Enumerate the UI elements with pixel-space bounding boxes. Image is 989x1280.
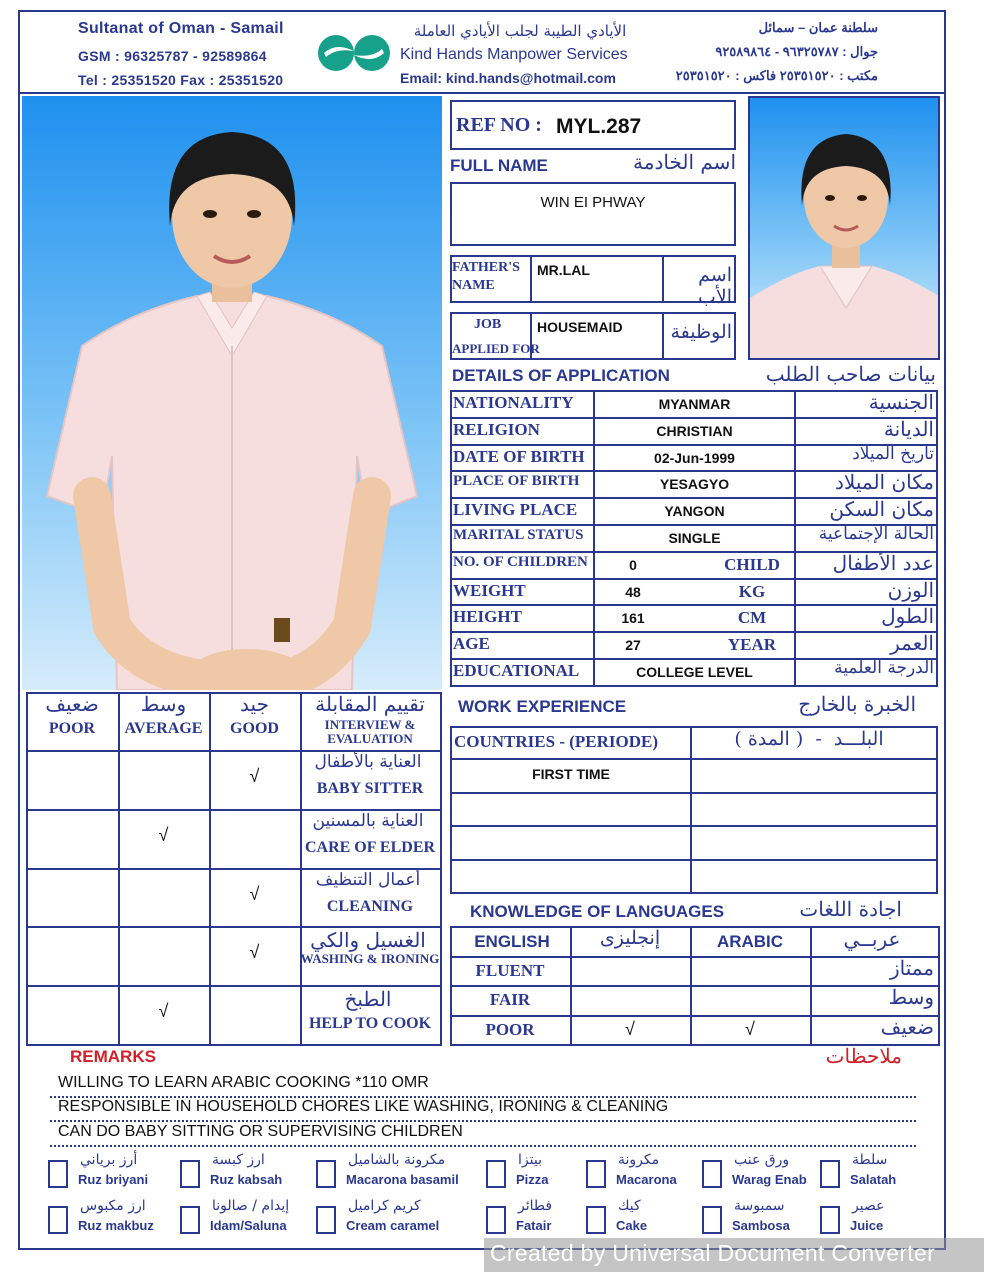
languages-title-ar: اجادة اللغات bbox=[799, 897, 902, 921]
lang-english-label: ENGLISH bbox=[474, 932, 550, 951]
lang-level-en: FAIR bbox=[489, 990, 531, 1009]
food-checkbox[interactable] bbox=[702, 1160, 722, 1188]
food-name-ar: سمبوسة bbox=[734, 1198, 785, 1214]
remark-divider bbox=[50, 1120, 916, 1122]
lang-cell bbox=[570, 956, 692, 988]
details-label-ar: العمر bbox=[890, 631, 934, 656]
eval-cell bbox=[26, 985, 120, 1046]
details-title: DETAILS OF APPLICATION bbox=[452, 366, 670, 385]
passport-photo bbox=[748, 96, 940, 360]
food-checkbox[interactable] bbox=[180, 1206, 200, 1234]
details-label: RELIGION bbox=[453, 419, 540, 439]
work-country-cell bbox=[450, 859, 692, 895]
eval-header-en: AVERAGE bbox=[124, 720, 203, 737]
food-name-en: Salatah bbox=[850, 1172, 897, 1187]
details-label-ar: الحالة الإجتماعية bbox=[818, 524, 934, 544]
eval-skill-en: CLEANING bbox=[326, 897, 414, 915]
eval-skill-ar: أعمال التنظيف bbox=[315, 869, 421, 890]
food-name-ar: كيك bbox=[618, 1198, 641, 1214]
remark-divider bbox=[50, 1145, 916, 1147]
food-name-ar: فطائر bbox=[518, 1198, 553, 1214]
food-name-en: Cake bbox=[616, 1218, 648, 1233]
eval-cell bbox=[118, 868, 211, 929]
details-table bbox=[450, 390, 938, 690]
details-label-ar: الوزن bbox=[887, 577, 934, 602]
work-table bbox=[450, 726, 938, 894]
ref-value: MYL.287 bbox=[556, 115, 642, 138]
work-entry: FIRST TIME bbox=[532, 766, 610, 782]
details-value: SINGLE bbox=[668, 530, 721, 546]
food-checkbox[interactable] bbox=[486, 1160, 506, 1188]
full-name-label-ar: اسم الخادمة bbox=[633, 150, 736, 174]
details-label: MARITAL STATUS bbox=[453, 527, 584, 543]
evaluation-table bbox=[26, 692, 440, 1044]
work-period-cell bbox=[690, 758, 938, 794]
lang-english-label-ar: إنجليزى bbox=[599, 927, 661, 949]
lang-level-ar: وسط bbox=[888, 985, 934, 1009]
full-name-value: WIN EI PHWAY bbox=[540, 194, 646, 211]
eval-check-mark: √ bbox=[249, 766, 260, 786]
details-unit: CM bbox=[737, 608, 767, 628]
details-unit: YEAR bbox=[727, 635, 777, 655]
eval-header-en: GOOD bbox=[230, 720, 279, 737]
header-location: Sultanat of Oman - Samail bbox=[78, 20, 284, 37]
lang-level-ar: ضعيف bbox=[880, 1014, 934, 1039]
eval-cell bbox=[26, 926, 120, 987]
lang-english-check: √ bbox=[625, 1018, 635, 1039]
details-label-ar: الطول bbox=[881, 604, 934, 629]
ref-label: REF NO : bbox=[456, 114, 542, 136]
job-label-ar: الوظيفة bbox=[670, 321, 732, 343]
details-value: 48 bbox=[625, 583, 641, 600]
details-unit: KG bbox=[738, 581, 766, 601]
details-label-ar: مكان الميلاد bbox=[835, 470, 934, 495]
food-name-en: Sambosa bbox=[732, 1218, 790, 1233]
lang-cell bbox=[690, 956, 812, 988]
eval-skill-en: BABY SITTER bbox=[316, 780, 424, 797]
company-email: Email: kind.hands@hotmail.com bbox=[400, 70, 616, 86]
food-name-ar: كريم كراميل bbox=[348, 1198, 421, 1214]
eval-skill-en: WASHING & IRONING bbox=[300, 951, 440, 967]
full-body-photo bbox=[22, 96, 442, 690]
eval-cell bbox=[26, 868, 120, 929]
eval-skill-ar: العناية بالمسنين bbox=[312, 810, 424, 831]
details-title-ar: بيانات صاحب الطلب bbox=[765, 362, 936, 386]
food-name-en: Macarona basamil bbox=[346, 1172, 459, 1187]
eval-header-ar: وسط bbox=[140, 692, 187, 716]
food-checkbox[interactable] bbox=[316, 1206, 336, 1234]
food-name-en: Ruz makbuz bbox=[78, 1218, 154, 1233]
lang-arabic-check: √ bbox=[745, 1018, 755, 1039]
details-value: YANGON bbox=[664, 503, 725, 520]
eval-skill-ar: الغسيل والكي bbox=[310, 928, 426, 953]
work-title: WORK EXPERIENCE bbox=[458, 697, 627, 716]
eval-cell bbox=[118, 926, 211, 987]
header-divider bbox=[18, 92, 946, 94]
eval-header-en: INTERVIEW & EVALUATION bbox=[324, 717, 416, 746]
father-label-ar: اسم الأب bbox=[697, 264, 732, 308]
details-value: 161 bbox=[621, 610, 645, 627]
details-label: HEIGHT bbox=[453, 607, 522, 627]
hands-logo-icon bbox=[314, 32, 394, 74]
food-name-ar: أرز برياني bbox=[80, 1152, 138, 1168]
remarks-label-ar: ملاحظات bbox=[825, 1044, 902, 1068]
languages-title: KNOWLEDGE OF LANGUAGES bbox=[470, 902, 725, 921]
work-header-en: COUNTRIES - (PERIODE) bbox=[454, 732, 659, 751]
details-label-ar: عدد الأطفال bbox=[832, 550, 934, 575]
remark-line-1: WILLING TO LEARN ARABIC COOKING *110 OMR bbox=[58, 1074, 429, 1091]
food-name-en: Macarona bbox=[616, 1172, 677, 1187]
food-name-ar: إيدام / صالونا bbox=[212, 1198, 290, 1214]
food-name-ar: مكرونة بالشاميل bbox=[348, 1152, 446, 1168]
details-label-ar: الديانة bbox=[883, 416, 934, 441]
eval-header-en: POOR bbox=[48, 720, 96, 737]
food-checkbox[interactable] bbox=[180, 1160, 200, 1188]
father-value: MR.LAL bbox=[537, 262, 590, 278]
full-name-box bbox=[450, 182, 736, 246]
food-name-en: Idam/Saluna bbox=[210, 1218, 287, 1233]
header-location-ar: سلطنة عمان – سمائل bbox=[758, 20, 878, 35]
eval-cell bbox=[26, 809, 120, 870]
food-name-en: Juice bbox=[850, 1218, 884, 1233]
details-label-ar: مكان السكن bbox=[829, 497, 934, 522]
lang-level-en: FLUENT bbox=[475, 960, 545, 980]
food-name-en: Pizza bbox=[516, 1172, 549, 1187]
food-checkbox[interactable] bbox=[820, 1160, 840, 1188]
food-checkbox[interactable] bbox=[48, 1206, 68, 1234]
cooking-checklist bbox=[40, 1152, 940, 1244]
eval-skill-en: HELP TO COOK bbox=[308, 1015, 432, 1033]
remark-line-2: RESPONSIBLE IN HOUSEHOLD CHORES LIKE WASHING, IRONING & CLEANING bbox=[58, 1098, 669, 1115]
food-checkbox[interactable] bbox=[702, 1206, 722, 1234]
details-label-ar: الدرجة العلمية bbox=[834, 658, 934, 678]
lang-cell bbox=[690, 985, 812, 1017]
food-name-ar: مكرونة bbox=[618, 1152, 660, 1168]
food-name-ar: ارز مكبوس bbox=[80, 1198, 146, 1214]
food-name-en: Ruz kabsah bbox=[210, 1172, 283, 1187]
details-label: LIVING PLACE bbox=[453, 500, 578, 520]
food-name-en: Warag Enab bbox=[732, 1172, 807, 1187]
details-label: NATIONALITY bbox=[453, 393, 574, 412]
eval-skill-ar: الطبخ bbox=[344, 987, 392, 1012]
eval-cell bbox=[209, 985, 302, 1046]
details-label-ar: الجنسية bbox=[868, 390, 934, 414]
eval-check-mark: √ bbox=[249, 942, 260, 963]
company-name-ar: الأيادي الطيبة لجلب الأيادي العاملة bbox=[413, 22, 627, 40]
details-value: CHRISTIAN bbox=[656, 422, 733, 439]
eval-cell bbox=[118, 750, 211, 811]
food-checkbox[interactable] bbox=[586, 1206, 606, 1234]
eval-check-mark: √ bbox=[158, 824, 169, 845]
food-name-ar: سلطة bbox=[852, 1152, 888, 1168]
job-value: HOUSEMAID bbox=[537, 319, 623, 335]
eval-check-mark: √ bbox=[249, 883, 260, 904]
header-office-ar: مكتب : ٢٥٣٥١٥٢٠ فاكس : ٢٥٣٥١٥٢٠ bbox=[675, 68, 878, 83]
details-label: WEIGHT bbox=[453, 580, 526, 600]
food-name-ar: ارز كبسة bbox=[212, 1152, 265, 1168]
languages-table bbox=[450, 926, 938, 1044]
food-checkbox[interactable] bbox=[820, 1206, 840, 1234]
work-title-ar: الخبرة بالخارج bbox=[798, 692, 916, 716]
details-label: AGE bbox=[453, 634, 490, 654]
details-label-ar: تاريخ الميلاد bbox=[852, 443, 934, 464]
eval-cell bbox=[26, 750, 120, 811]
food-name-en: Cream caramel bbox=[346, 1218, 440, 1233]
remarks-label: REMARKS bbox=[70, 1047, 156, 1066]
eval-header-ar: تقييم المقابلة bbox=[315, 692, 425, 716]
eval-skill-ar: العناية بالأطفال bbox=[314, 752, 422, 772]
eval-check-mark: √ bbox=[158, 1001, 169, 1022]
food-name-en: Ruz briyani bbox=[78, 1172, 149, 1187]
father-label-2: NAME bbox=[452, 278, 495, 293]
eval-skill-en: CARE OF ELDER bbox=[304, 838, 436, 856]
food-checkbox[interactable] bbox=[48, 1160, 68, 1188]
eval-header-ar: جيد bbox=[240, 692, 269, 716]
lang-arabic-label-ar: عربــي bbox=[843, 927, 901, 951]
food-name-ar: ورق عنب bbox=[734, 1152, 790, 1168]
company-name-en: Kind Hands Manpower Services bbox=[400, 46, 628, 63]
details-label: EDUCATIONAL bbox=[453, 661, 580, 680]
details-value: 0 bbox=[629, 556, 637, 573]
work-country-cell bbox=[450, 792, 692, 828]
details-label: DATE OF BIRTH bbox=[453, 446, 585, 466]
food-name-ar: بيتزا bbox=[518, 1152, 542, 1168]
full-name-label: FULL NAME bbox=[450, 156, 548, 175]
food-checkbox[interactable] bbox=[316, 1160, 336, 1188]
food-name-en: Fatair bbox=[516, 1218, 552, 1233]
details-value: COLLEGE LEVEL bbox=[636, 664, 753, 680]
details-value: 27 bbox=[625, 637, 641, 654]
lang-level-en: POOR bbox=[485, 1019, 535, 1039]
food-checkbox[interactable] bbox=[486, 1206, 506, 1234]
eval-header-ar: ضعيف bbox=[45, 692, 99, 716]
details-value: YESAGYO bbox=[659, 476, 730, 493]
remark-line-3: CAN DO BABY SITTING OR SUPERVISING CHILDREN bbox=[58, 1123, 463, 1140]
details-value: MYANMAR bbox=[658, 396, 731, 412]
details-label: NO. OF CHILDREN bbox=[453, 553, 588, 570]
job-label-2: APPLIED FOR bbox=[452, 341, 540, 356]
details-value: 02-Jun-1999 bbox=[654, 449, 735, 466]
header-mobile-ar: جوال : ٩٦٣٢٥٧٨٧ - ٩٢٥٨٩٨٦٤ bbox=[715, 44, 878, 59]
food-name-ar: عصير bbox=[852, 1198, 885, 1214]
work-period-cell bbox=[690, 825, 938, 861]
food-checkbox[interactable] bbox=[586, 1160, 606, 1188]
work-period-cell bbox=[690, 792, 938, 828]
watermark-text: Created by Universal Document Converter bbox=[490, 1240, 936, 1266]
header-gsm: GSM : 96325787 - 92589864 bbox=[78, 48, 267, 64]
lang-arabic-label: ARABIC bbox=[716, 932, 784, 951]
details-label: PLACE OF BIRTH bbox=[453, 473, 580, 490]
lang-level-ar: ممتاز bbox=[889, 955, 934, 980]
details-unit: CHILD bbox=[724, 554, 780, 574]
father-label-1: FATHER'S bbox=[452, 260, 520, 275]
lang-cell bbox=[570, 985, 692, 1017]
work-period-cell bbox=[690, 859, 938, 895]
work-header-ar: البلـــد - ( المدة ) bbox=[734, 728, 884, 750]
header-tel: Tel : 25351520 Fax : 25351520 bbox=[78, 72, 284, 88]
eval-cell bbox=[209, 809, 302, 870]
work-country-cell bbox=[450, 825, 692, 861]
job-label-1: JOB bbox=[474, 317, 502, 332]
